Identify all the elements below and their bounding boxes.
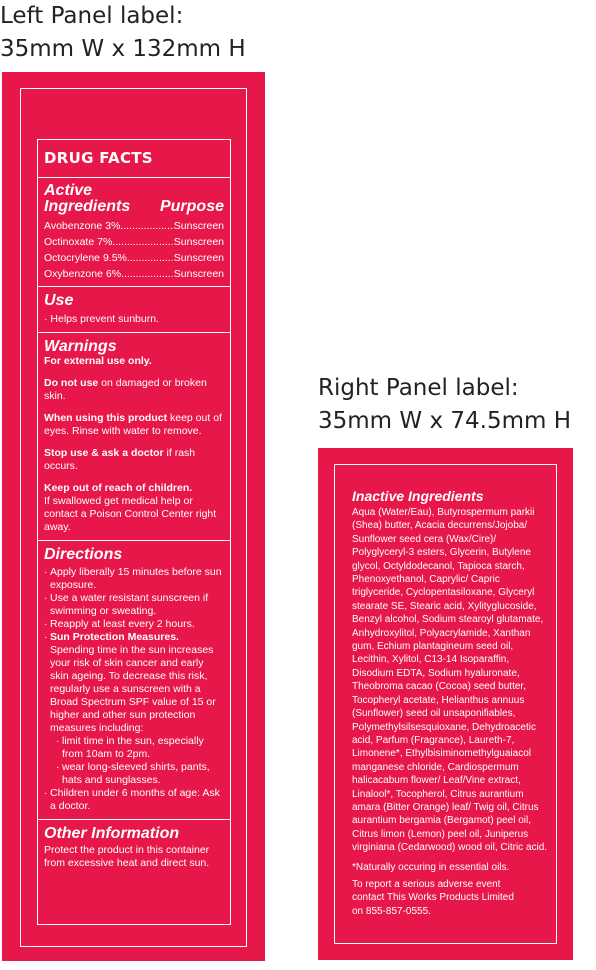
directions-item: · Reapply at least every 2 hours. — [44, 618, 195, 630]
active-ingredient-row: Avobenzone 3% ..... Sunscreen — [44, 218, 224, 234]
directions-item: · Use a water resistant sunscreen if swimming or sweating. — [44, 592, 209, 617]
active-ingredient-row: Octinoxate 7% ..... Sunscreen — [44, 234, 224, 250]
keep-out-heading: Keep out of reach of children. — [44, 482, 193, 494]
directions-subitem: · limit time in the sun, especially from 10am to 2pm. — [56, 735, 204, 760]
drug-facts-title: DRUG FACTS — [44, 149, 153, 167]
external-use-text: For external use only. — [44, 355, 152, 367]
drug-facts-title-section — [38, 140, 230, 177]
active-ingredients-section — [38, 177, 230, 286]
directions-item: · Children under 6 months of age: Ask a doctor. — [44, 787, 220, 812]
other-information-text: Protect the product in this container from excessive heat and direct sun. — [44, 844, 210, 869]
right-panel-label — [318, 448, 573, 960]
adverse-event-report-text: To report a serious adverse event contact This Works Products Limited on 855-857-0555. — [352, 879, 514, 917]
left-panel-label — [2, 72, 265, 961]
active-heading-row — [44, 199, 224, 215]
warnings-heading: Warnings — [44, 338, 117, 355]
inactive-ingredients-block — [352, 488, 548, 874]
directions-section — [38, 540, 230, 819]
other-information-heading: Other Information — [44, 825, 180, 842]
right-panel-caption: Right Panel label: 35mm W x 74.5mm H — [318, 375, 571, 434]
active-ingredient-row: Oxybenzone 6% ..... Sunscreen — [44, 266, 224, 282]
inactive-ingredients-text: Aqua (Water/Eau), Butyrospermum parkii (Shea) butter, Acacia decurrens/Jojoba/ Sunflower seed cera (Wax/Cire)/ Polyglyceryl-3 esters, Glycerin, Butylene glycol, Octyldodecanol, Tapioca starch, Phenoxyethanol, Caprylic/ Capric triglyceride, Cyclopentasiloxane, Glyceryl stearate SE, Stearic acid, Xylityglucoside, Benzyl alcohol, Sodium stearoyl glutamate, Anhydroxylitol, Polyacrylamide, Xanthan gum, Echium plantagineum seed oil, Lecithin, Xylitol, C13-14 Isoparaffin, Disodium EDTA, Sodium hyaluronate, Theobroma cacao (Cocoa) seed butter, Tocopheryl acetate, Helianthus annuus (Sunflower) seed oil unsaponifiables, Polymethylsilsesquioxane, Dehydroacetic acid, Parfum (Fragrance), Laureth-7, Limonene*, Ethylbisiminomethylguaiacol manganese chloride, Cardiospermum halicacabum flower/ Leaf/Vine extract, Linalool*, Tocopherol, Citrus aurantium amara (Bitter Orange) leaf/ Twig oil, Citrus aurantium bergamia (Bergamot) peel oil, Citrus limon (Lemon) peel oil, Juniperus virginiana (Cedarwood) wood oil, Citric acid. — [352, 507, 548, 854]
keep-out-text: If swallowed get medical help or contact a Poison Control Center right away. — [44, 495, 217, 533]
directions-item: · Apply liberally 15 minutes before sun exposure. — [44, 566, 222, 591]
active-ingredient-row: Octocrylene 9.5% ..... Sunscreen — [44, 250, 224, 266]
do-not-use-text: Do not use on damaged or broken skin. — [44, 377, 207, 402]
directions-subitem: · wear long-sleeved shirts, pants, hats and sunglasses. — [56, 761, 210, 786]
naturally-occuring-footnote: *Naturally occuring in essential oils. — [352, 861, 510, 873]
directions-heading: Directions — [44, 546, 123, 563]
warnings-section — [38, 332, 230, 540]
use-text: · Helps prevent sunburn. — [44, 313, 159, 325]
stop-use-text: Stop use & ask a doctor if rash occurs. — [44, 447, 196, 472]
inactive-ingredients-heading: Inactive Ingredients — [352, 488, 484, 504]
ingredients-heading: Ingredients — [44, 198, 131, 215]
drug-facts-box — [37, 139, 231, 925]
purpose-heading: Purpose — [159, 198, 224, 215]
other-information-section — [38, 819, 230, 876]
active-heading: Active — [44, 182, 93, 199]
left-panel-caption: Left Panel label: 35mm W x 132mm H — [0, 3, 246, 62]
use-heading: Use — [44, 292, 74, 309]
directions-item: · Sun Protection Measures. Spending time in the sun increases your risk of skin cancer and early skin ageing. To decrease this risk, regularly use a sunscreen with a Broad Spectrum SPF value of 15 or higher and other sun protection measures including: — [44, 631, 216, 734]
when-using-text: When using this product keep out of eyes. Rinse with water to remove. — [44, 412, 222, 437]
use-section — [38, 286, 230, 332]
